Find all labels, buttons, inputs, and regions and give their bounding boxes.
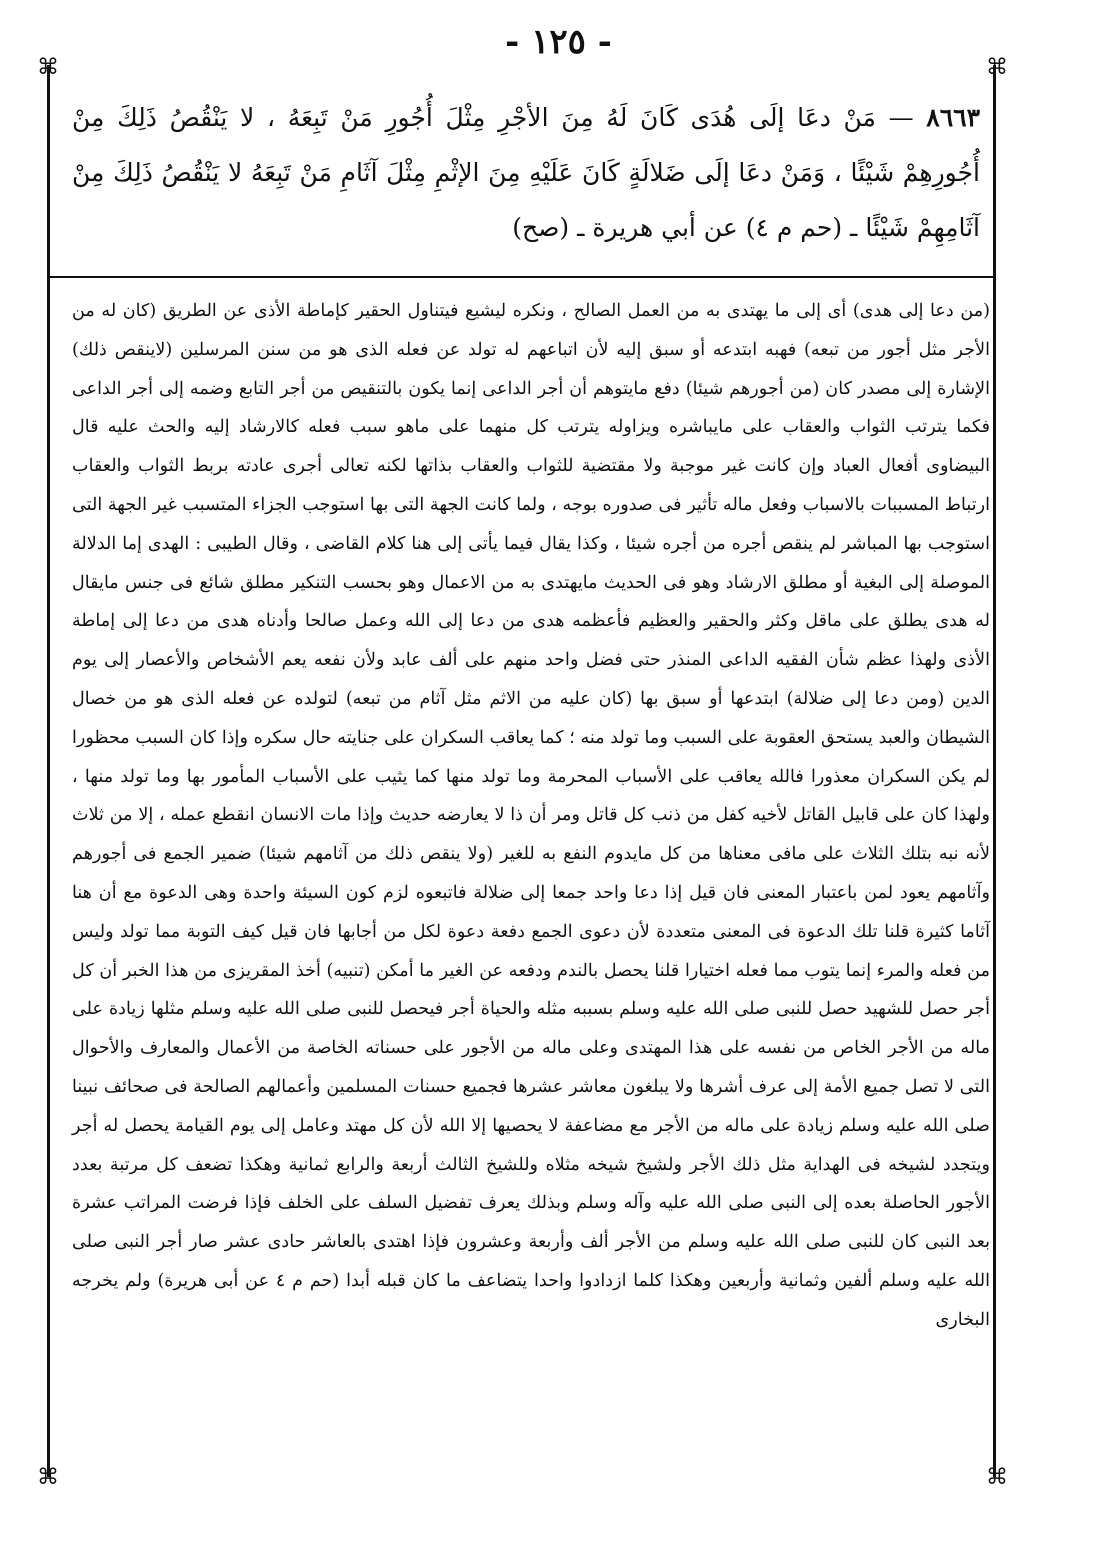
page-number: - ١٢٥ - [505, 22, 612, 62]
corner-ornament-icon: ⌘ [986, 55, 1008, 80]
hadith-text [72, 90, 980, 255]
corner-ornament-icon: ⌘ [986, 1465, 1008, 1490]
hadith-number: ٨٦٦٣ [926, 103, 981, 132]
commentary [72, 292, 990, 1340]
commentary-text: (من دعا إلى هدى) أى إلى ما يهتدى به من العمل الصالح ، ونكره ليشيع فيتناول الحقير كإماطة الأذى عن الطريق (كان له من الأجر مثل أجور من تبعه) فهبه ابتدعه أو سبق إليه لأن اتباعهم له تولد عن فعله الذى هو من سنن المرسلين (لاينقص ذلك) الإشارة إلى مصدر كان (من أجورهم شيئا) دفع مايتوهم أن أجر الداعى إنما يكون بالتنقيص من أجر التابع وضمه إلى أجر الداعى فكما يترتب الثواب والعقاب على مايباشره ويزاوله يترتب كل منهما على ماهو سبب فعله كالارشاد إليه والحث عليه قال البيضاوى أفعال العباد وإن كانت غير موجبة ولا مقتضية للثواب والعقاب بذاتها لكنه تعالى أجرى عادته بربط الثواب والعقاب ارتباط المسببات بالاسباب وفعل ماله تأثير فى صدوره بوجه ، ولما كانت الجهة التى بها استوجب الجزاء المتسبب غير الجهة التى استوجب بها المباشر لم ينقص أجره من أجره شيئا ، وكذا يقال فيما يأتى إلى هنا كلام القاضى ، وقال الطيبى : الهدى إما الدلالة الموصلة إلى البغية أو مطلق الارشاد وهو فى الحديث مايهتدى به من الاعمال وهو بحسب التنكير مطلق شائع فى جنس مايقال له هدى يطلق على ماقل وكثر والحقير والعظيم فأعظمه هدى من دعا إلى الله وعمل صالحا وأدناه هدى من دعا إلى إماطة الأذى ولهذا عظم شأن الفقيه الداعى المنذر حتى فضل واحد منهم على ألف عابد ولأن نفعه يعم الأشخاص والأعصار إلى يوم الدين (ومن دعا إلى ضلالة) ابتدعها أو سبق بها (كان عليه من الاثم مثل آثام من تبعه) لتولده عن فعله الذى هو من خصال الشيطان والعبد يستحق العقوبة على السبب وما تولد منه ؛ كما يعاقب السكران على جنايته حال سكره وإذا كان السبب محظورا لم يكن السكران معذورا فالله يعاقب على الأسباب المحرمة وما تولد منها كما يثيب على الأسباب المأمور بها وما تولد منها ، ولهذا كان على قابيل القاتل لأخيه كفل من ذنب كل قاتل ومر أن ذا لا يعارضه حديث وإذا مات الانسان انقطع عمله ، إلا من ثلاث لأنه نبه بتلك الثلاث على مافى معناها من كل مايدوم النفع به للغير (ولا ينقص ذلك من آثامهم شيئا) ضمير الجمع فى أجورهم وآثامهم يعود لمن باعتبار المعنى فان قيل إذا دعا واحد جمعا إلى ضلالة فاتبعوه لزم كون السيئة واحدة وهى الدعوة مع أن هنا آثاما كثيرة قلنا تلك الدعوة فى المعنى متعددة لأن دعوى الجمع دفعة دعوة لكل من أجابها فان قيل كيف التوبة مما تولد وليس من فعله والمرء إنما يتوب مما فعله اختيارا قلنا يحصل بالندم ودفعه عن الغير ما أمكن (تنبيه) أخذ المقريزى من هذا الخبر أن كل أجر حصل للشهيد حصل للنبى صلى الله عليه وسلم بسببه مثله والحياة أجر فيحصل للنبى صلى الله عليه وسلم مثلها زيادة على ماله من الأجر الخاص من نفسه على هذا المهتدى وعلى ماله من الأجور على حسناته الخاصة من الأعمال والمعارف والأحوال التى لا تصل جميع الأمة إلى عرف أشرها ولا يبلغون معاشر عشرها فجميع حسنات المسلمين وأعمالهم الصالحة فى صحائف نبينا صلى الله عليه وسلم زيادة على ماله من الأجر مع مضاعفة لا يحصيها إلا الله لأن كل مهتد وعامل إلى يوم القيامة يحصل له أجر ويتجدد لشيخه فى الهداية مثل ذلك الأجر ولشيخ شيخه مثلاه وللشيخ الثالث أربعة والرابع ثمانية وهكذا تضعف كل مرتبة بعدد الأجور الحاصلة بعده إلى النبى صلى الله عليه وآله وسلم وبذلك يعرف تفضيل السلف على الخلف فإذا فرضت المراتب عشرة بعد النبى كان للنبى صلى الله عليه وسلم من الأجر ألف وأربعة وعشرون فإذا اهتدى بالعاشر حادى عشر صار أجر النبى صلى الله عليه وسلم ألفين وثمانية وأربعين وهكذا كلما ازدادوا واحدا يتضاعف ما كان قبله أبدا (حم م ٤ عن أبى هريرة) ولم يخرجه البخارى [72, 301, 991, 1330]
corner-ornament-icon: ⌘ [37, 55, 59, 80]
section-divider [50, 276, 994, 278]
corner-ornament-icon: ⌘ [37, 1465, 59, 1490]
hadith-body: — مَنْ دعَا إلَى هُدَى كَانَ لَهُ مِنَ الأجْرِ مِثْلَ أُجُورِ مَنْ تَبِعَهُ ، لا يَنْقُصُ ذَلِكَ مِنْ أُجُورِهِمْ شَيْئًا ، وَمَنْ دعَا إلَى ضَلالَةٍ كَانَ عَلَيْهِ مِنَ الإثْمِ مِثْلَ آثَامِ مَنْ تَبِعَهُ لا يَنْقُصُ ذَلِكَ مِنْ آثَامِهِمْ شَيْئًا ـ (حم م ٤) عن أبي هريرة ـ (صح) [72, 103, 980, 242]
